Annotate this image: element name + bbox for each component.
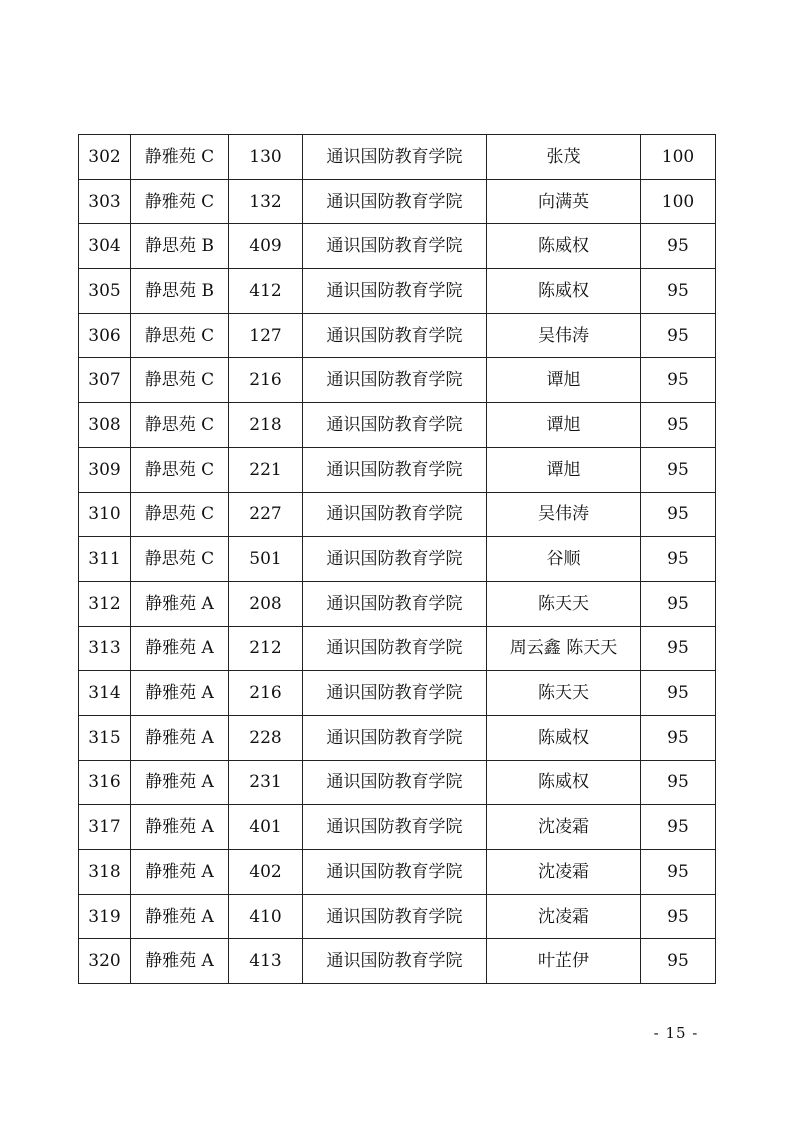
table-row (79, 403, 716, 448)
table-row (79, 269, 716, 314)
counselor-cell: 陈天天 (487, 581, 641, 626)
college-cell: 通识国防教育学院 (303, 894, 487, 939)
index-cell: 314 (79, 671, 131, 716)
building-cell: 静雅苑 C (131, 179, 229, 224)
college-cell: 通识国防教育学院 (303, 179, 487, 224)
counselor-cell: 沈凌霜 (487, 894, 641, 939)
counselor-cell: 谭旭 (487, 358, 641, 403)
index-cell: 303 (79, 179, 131, 224)
building-cell: 静思苑 C (131, 313, 229, 358)
index-cell: 311 (79, 537, 131, 582)
room-cell: 212 (229, 626, 303, 671)
table-row (79, 492, 716, 537)
table-body (79, 135, 716, 984)
college-cell: 通识国防教育学院 (303, 313, 487, 358)
room-cell: 410 (229, 894, 303, 939)
counselor-cell: 叶芷伊 (487, 939, 641, 984)
counselor-cell: 谷顺 (487, 537, 641, 582)
building-cell: 静雅苑 A (131, 894, 229, 939)
score-cell: 95 (641, 403, 716, 448)
room-cell: 409 (229, 224, 303, 269)
table-row (79, 447, 716, 492)
building-cell: 静雅苑 A (131, 715, 229, 760)
table-row (79, 805, 716, 850)
table-row (79, 313, 716, 358)
building-cell: 静思苑 C (131, 537, 229, 582)
table-row (79, 626, 716, 671)
counselor-cell: 谭旭 (487, 447, 641, 492)
counselor-cell: 周云鑫 陈天天 (487, 626, 641, 671)
score-cell: 95 (641, 715, 716, 760)
table-row (79, 760, 716, 805)
index-cell: 309 (79, 447, 131, 492)
room-cell: 228 (229, 715, 303, 760)
counselor-cell: 吴伟涛 (487, 313, 641, 358)
index-cell: 319 (79, 894, 131, 939)
room-cell: 401 (229, 805, 303, 850)
index-cell: 318 (79, 850, 131, 895)
score-cell: 95 (641, 671, 716, 716)
counselor-cell: 陈威权 (487, 715, 641, 760)
index-cell: 304 (79, 224, 131, 269)
table-row (79, 894, 716, 939)
college-cell: 通识国防教育学院 (303, 939, 487, 984)
building-cell: 静思苑 C (131, 447, 229, 492)
index-cell: 315 (79, 715, 131, 760)
room-cell: 130 (229, 135, 303, 180)
college-cell: 通识国防教育学院 (303, 537, 487, 582)
index-cell: 317 (79, 805, 131, 850)
table-row (79, 671, 716, 716)
room-cell: 227 (229, 492, 303, 537)
building-cell: 静雅苑 A (131, 805, 229, 850)
building-cell: 静思苑 C (131, 403, 229, 448)
score-cell: 95 (641, 581, 716, 626)
counselor-cell: 张茂 (487, 135, 641, 180)
score-cell: 95 (641, 358, 716, 403)
room-cell: 221 (229, 447, 303, 492)
building-cell: 静思苑 C (131, 358, 229, 403)
college-cell: 通识国防教育学院 (303, 626, 487, 671)
building-cell: 静雅苑 C (131, 135, 229, 180)
college-cell: 通识国防教育学院 (303, 224, 487, 269)
score-cell: 100 (641, 179, 716, 224)
building-cell: 静雅苑 A (131, 671, 229, 716)
table-row (79, 537, 716, 582)
room-cell: 218 (229, 403, 303, 448)
college-cell: 通识国防教育学院 (303, 850, 487, 895)
table-row (79, 715, 716, 760)
building-cell: 静思苑 B (131, 224, 229, 269)
counselor-cell: 陈威权 (487, 269, 641, 314)
college-cell: 通识国防教育学院 (303, 358, 487, 403)
college-cell: 通识国防教育学院 (303, 760, 487, 805)
room-cell: 501 (229, 537, 303, 582)
counselor-cell: 陈天天 (487, 671, 641, 716)
table-row (79, 135, 716, 180)
score-cell: 95 (641, 537, 716, 582)
college-cell: 通识国防教育学院 (303, 269, 487, 314)
college-cell: 通识国防教育学院 (303, 805, 487, 850)
college-cell: 通识国防教育学院 (303, 492, 487, 537)
building-cell: 静雅苑 A (131, 626, 229, 671)
room-cell: 216 (229, 671, 303, 716)
building-cell: 静雅苑 A (131, 850, 229, 895)
score-cell: 95 (641, 626, 716, 671)
table-row (79, 850, 716, 895)
score-cell: 100 (641, 135, 716, 180)
room-cell: 231 (229, 760, 303, 805)
score-cell: 95 (641, 492, 716, 537)
building-cell: 静雅苑 A (131, 581, 229, 626)
room-cell: 412 (229, 269, 303, 314)
index-cell: 308 (79, 403, 131, 448)
index-cell: 320 (79, 939, 131, 984)
score-cell: 95 (641, 850, 716, 895)
room-cell: 127 (229, 313, 303, 358)
counselor-cell: 陈威权 (487, 224, 641, 269)
building-cell: 静思苑 B (131, 269, 229, 314)
index-cell: 306 (79, 313, 131, 358)
score-cell: 95 (641, 224, 716, 269)
score-cell: 95 (641, 805, 716, 850)
room-cell: 216 (229, 358, 303, 403)
table-row (79, 179, 716, 224)
college-cell: 通识国防教育学院 (303, 715, 487, 760)
table-row (79, 224, 716, 269)
room-cell: 402 (229, 850, 303, 895)
room-cell: 132 (229, 179, 303, 224)
score-cell: 95 (641, 313, 716, 358)
counselor-cell: 沈凌霜 (487, 850, 641, 895)
college-cell: 通识国防教育学院 (303, 403, 487, 448)
building-cell: 静思苑 C (131, 492, 229, 537)
college-cell: 通识国防教育学院 (303, 671, 487, 716)
score-cell: 95 (641, 447, 716, 492)
index-cell: 302 (79, 135, 131, 180)
counselor-cell: 谭旭 (487, 403, 641, 448)
index-cell: 312 (79, 581, 131, 626)
table-row (79, 358, 716, 403)
page-number: - 15 - (653, 1024, 699, 1042)
college-cell: 通识国防教育学院 (303, 447, 487, 492)
college-cell: 通识国防教育学院 (303, 135, 487, 180)
index-cell: 316 (79, 760, 131, 805)
index-cell: 310 (79, 492, 131, 537)
room-cell: 413 (229, 939, 303, 984)
counselor-cell: 陈威权 (487, 760, 641, 805)
room-cell: 208 (229, 581, 303, 626)
index-cell: 305 (79, 269, 131, 314)
index-cell: 307 (79, 358, 131, 403)
index-cell: 313 (79, 626, 131, 671)
counselor-cell: 沈凌霜 (487, 805, 641, 850)
counselor-cell: 向满英 (487, 179, 641, 224)
score-cell: 95 (641, 760, 716, 805)
counselor-cell: 吴伟涛 (487, 492, 641, 537)
building-cell: 静雅苑 A (131, 939, 229, 984)
score-cell: 95 (641, 894, 716, 939)
score-cell: 95 (641, 939, 716, 984)
dormitory-score-table (78, 134, 716, 984)
building-cell: 静雅苑 A (131, 760, 229, 805)
college-cell: 通识国防教育学院 (303, 581, 487, 626)
table-row (79, 581, 716, 626)
table-row (79, 939, 716, 984)
score-cell: 95 (641, 269, 716, 314)
